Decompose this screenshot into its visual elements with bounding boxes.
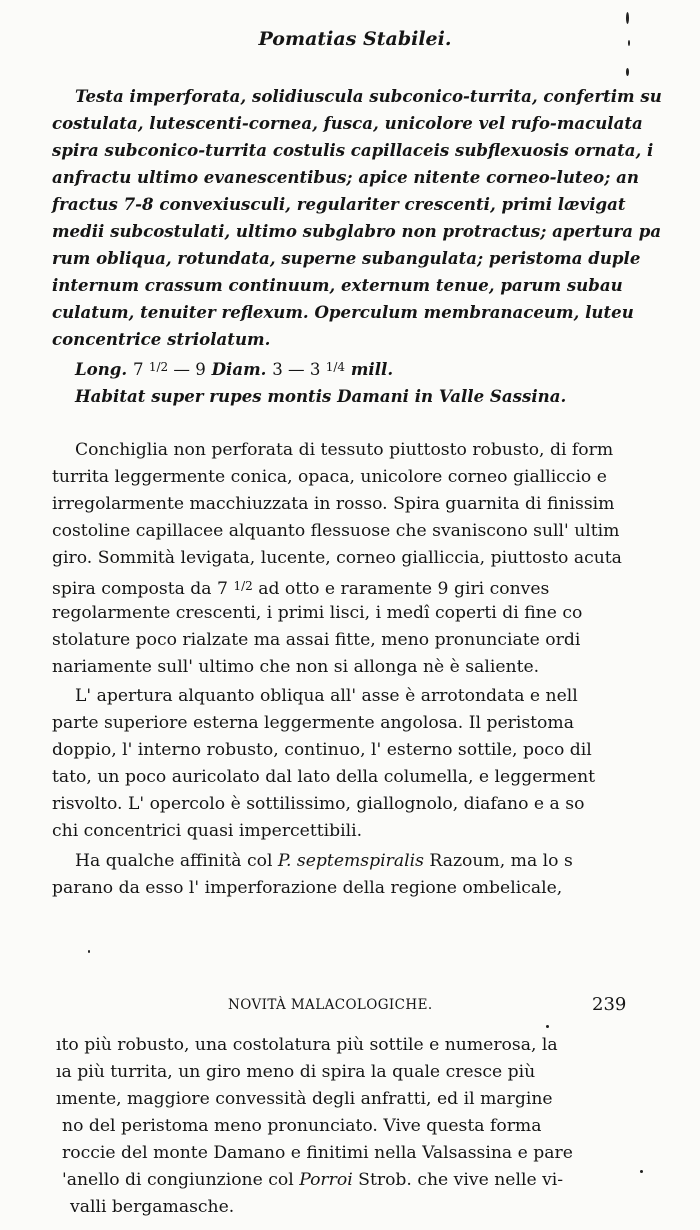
scan-speck bbox=[88, 950, 90, 953]
latin-line: culatum, tenuiter reflexum. Operculum membranaceum, luteu bbox=[52, 302, 634, 322]
text-line: tato, un poco auricolato dal lato della columella, e leggerment bbox=[52, 767, 596, 787]
scan-speck bbox=[626, 68, 629, 76]
text-line: nariamente sull' ultimo che non si allonga nè è saliente. bbox=[52, 657, 540, 677]
species-name: Porroi bbox=[299, 1170, 353, 1190]
text-line: parte superiore esterna leggermente angolosa. Il peristoma bbox=[52, 713, 574, 733]
text-line: spira composta da 7 $^{1/2}$ ad otto e raramente 9 giri conves bbox=[52, 579, 550, 599]
scan-speck bbox=[626, 12, 629, 24]
text-line: stolature poco rialzate ma assai fitte, meno pronunciate ordi bbox=[52, 630, 581, 650]
text-line: giro. Sommità levigata, lucente, corneo gialliccia, piuttosto acuta bbox=[52, 548, 622, 568]
scan-speck bbox=[640, 1170, 643, 1173]
text-line: ımente, maggiore convessità degli anfratti, ed il margine bbox=[56, 1089, 553, 1109]
text-line: Ha qualche affinità col P. septemspiralis Razoum, ma lo s bbox=[75, 851, 573, 871]
habitat-line: Habitat super rupes montis Damani in Valle Sassina. bbox=[75, 386, 567, 406]
text-line: ıa più turrita, un giro meno di spira la quale cresce più bbox=[56, 1062, 536, 1082]
latin-line: internum crassum continuum, externum tenue, parum subau bbox=[52, 275, 623, 295]
text-line: parano da esso l' imperforazione della regione ombelicale, bbox=[52, 878, 563, 898]
scan-speck bbox=[628, 40, 630, 46]
running-head: NOVITÀ MALACOLOGICHE. bbox=[228, 997, 433, 1013]
text-line: roccie del monte Damano e finitimi nella Valsassina e pare bbox=[62, 1143, 573, 1163]
text-line: turrita leggermente conica, opaca, unicolore corneo gialliccio e bbox=[52, 467, 607, 487]
measurements: Long. 7 $^{1/2}$ — 9 Diam. 3 — 3 $^{1/4}$ mill. bbox=[75, 359, 394, 379]
latin-line: Testa imperforata, solidiuscula subconico-turrita, confertim su bbox=[75, 86, 662, 106]
text-line: ıto più robusto, una costolatura più sottile e numerosa, la bbox=[56, 1035, 558, 1055]
scan-speck bbox=[546, 1025, 549, 1028]
latin-line: costulata, lutescenti-cornea, fusca, unicolore vel rufo-maculata bbox=[52, 113, 643, 133]
page-number: 239 bbox=[592, 994, 627, 1015]
text-line: regolarmente crescenti, i primi lisci, i medî coperti di fine co bbox=[52, 603, 583, 623]
latin-line: spira subconico-turrita costulis capillaceis subflexuosis ornata, i bbox=[52, 140, 654, 160]
latin-line: fractus 7-8 convexiusculi, regulariter crescenti, primi lævigat bbox=[52, 194, 626, 214]
text-line: no del peristoma meno pronunciato. Vive questa forma bbox=[62, 1116, 542, 1136]
text-line: chi concentrici quasi impercettibili. bbox=[52, 821, 363, 841]
latin-line: anfractu ultimo evanescentibus; apice nitente corneo-luteo; an bbox=[52, 167, 639, 187]
page-edge bbox=[693, 60, 700, 440]
species-name: P. septemspiralis bbox=[277, 851, 424, 871]
latin-line: rum obliqua, rotundata, superne subangulata; peristoma duple bbox=[52, 248, 641, 268]
page-title: Pomatias Stabilei. bbox=[258, 28, 452, 50]
text-line: risvolto. L' opercolo è sottilissimo, giallognolo, diafano e a so bbox=[52, 794, 585, 814]
text-line: L' apertura alquanto obliqua all' asse è arrotondata e nell bbox=[75, 686, 578, 706]
latin-line: medii subcostulati, ultimo subglabro non protractus; apertura pa bbox=[52, 221, 662, 241]
latin-line: concentrice striolatum. bbox=[52, 329, 271, 349]
text-line: Conchiglia non perforata di tessuto piuttosto robusto, di form bbox=[75, 440, 614, 460]
text-line: 'anello di congiunzione col Porroi Strob. che vive nelle vi- bbox=[62, 1170, 564, 1190]
text-line: irregolarmente macchiuzzata in rosso. Spira guarnita di finissim bbox=[52, 494, 615, 514]
text-line: valli bergamasche. bbox=[70, 1197, 235, 1217]
text-line: doppio, l' interno robusto, continuo, l' esterno sottile, poco dil bbox=[52, 740, 592, 760]
text-line: costoline capillacee alquanto flessuose che svaniscono sull' ultim bbox=[52, 521, 620, 541]
